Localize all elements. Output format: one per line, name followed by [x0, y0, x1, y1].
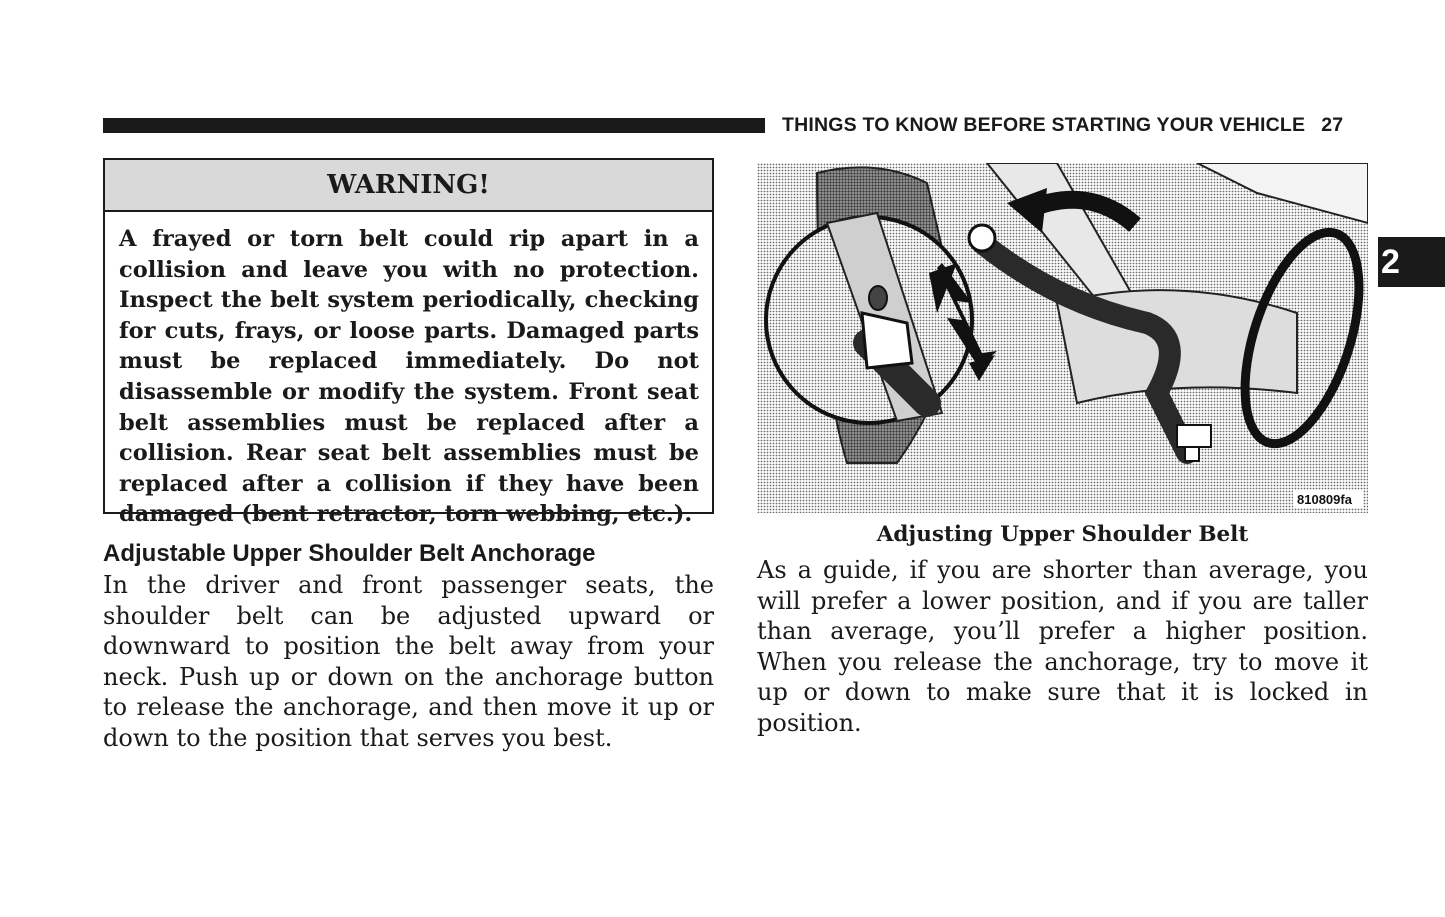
warning-box: [103, 158, 714, 528]
header-title: THINGS TO KNOW BEFORE STARTING YOUR VEHICLE: [782, 114, 1306, 136]
figure-caption: Adjusting Upper Shoulder Belt: [876, 522, 1249, 547]
shoulder-belt-illustration: [757, 163, 1368, 513]
header-rule: [103, 118, 765, 133]
chapter-tab: 2: [1378, 237, 1445, 287]
running-header: [782, 114, 1343, 137]
section-heading: Adjustable Upper Shoulder Belt Anchorage: [103, 540, 596, 567]
page-number: 27: [1321, 114, 1344, 136]
warning-title: WARNING!: [105, 160, 712, 212]
guide-paragraph: As a guide, if you are shorter than average, you will prefer a lower position, and if you are taller than average, you’ll prefer a higher position. When you release the anchorage, try to move it up or down to make sure that it is locked in position.: [757, 556, 1368, 737]
section-paragraph: In the driver and front passenger seats, the shoulder belt can be adjusted upward or downward to position the belt away from your neck. Push up or down on the anchorage button to release the anchorage, and then move it up or down to the position that serves you best.: [103, 571, 714, 752]
warning-text: A frayed or torn belt could rip apart in a collision and leave you with no protection. Inspect the belt system periodically, checking for cuts, frays, or loose parts. Damaged parts must be replaced immediately. Do not disassemble or modify the system. Front seat belt assemblies must be replaced after a collision. Rear seat belt assemblies must be replaced after a collision if they have been damaged (bent retractor, torn webbing, etc.).: [119, 226, 699, 528]
figure-code: 810809fa: [1297, 492, 1352, 507]
